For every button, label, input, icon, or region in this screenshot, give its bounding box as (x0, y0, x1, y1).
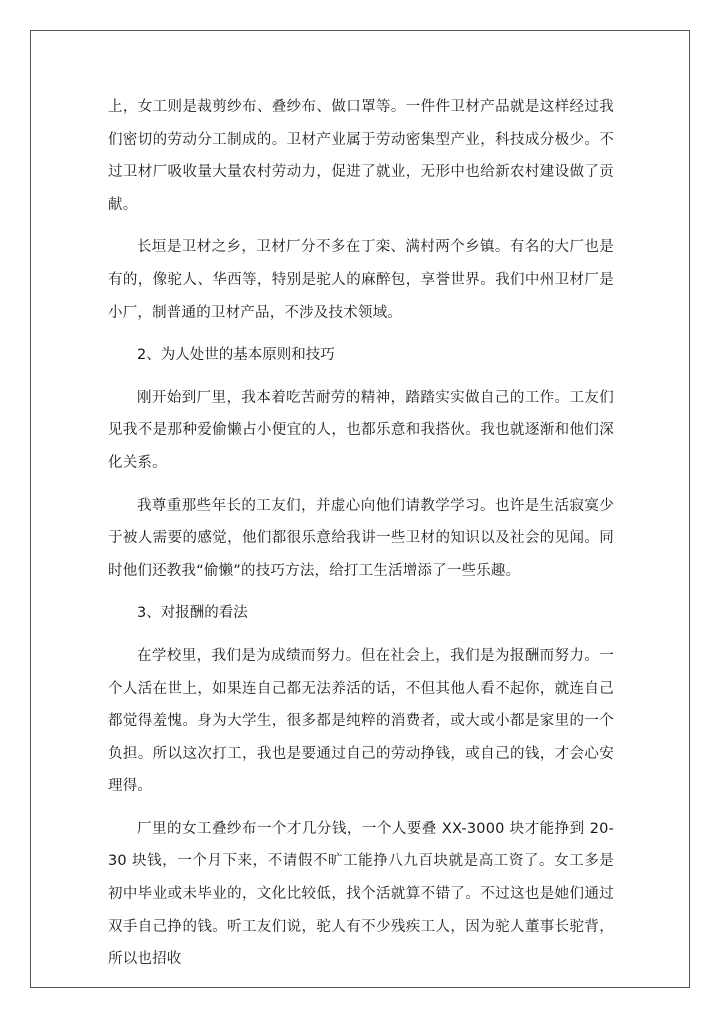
paragraph-6: 厂里的女工叠纱布一个才几分钱，一个人要叠 XX-3000 块才能挣到 20-30 块钱，一个月下来，不请假不旷工能挣八九百块就是高工资了。女工多是初中毕业或未毕业的，文化比较低，找个活就算不错了。不过这也是她们通过双手自己挣的钱。听工友们说，驼人有不少残疾工人，因为驼人董事长驼背，所以也招收 (108, 820, 614, 968)
paragraph-4: 我尊重那些年长的工友们，并虚心向他们请教学学习。也许是生活寂寞少于被人需要的感觉，他们都很乐意给我讲一些卫材的知识以及社会的见闻。同时他们还教我“偷懒”的技巧方法，给打工生活增添了一些乐趣。 (108, 497, 614, 579)
paragraph-5: 在学校里，我们是为成绩而努力。但在社会上，我们是为报酬而努力。一个人活在世上，如果连自己都无法养活的话，不但其他人看不起你，就连自己都觉得羞愧。身为大学生，很多都是纯粹的消费者，或大或小都是家里的一个负担。所以这次打工，我也是要通过自己的劳动挣钱，或自己的钱，才会心安理得。 (108, 647, 614, 795)
paragraph-1: 上，女工则是裁剪纱布、叠纱布、做口罩等。一件件卫材产品就是这样经过我们密切的劳动分工制成的。卫材产业属于劳动密集型产业，科技成分极少。不过卫材厂吸收量大量农村劳动力，促进了就业，无形中也给新农村建设做了贡献。 (108, 99, 614, 213)
section-heading-3: 3、对报酬的看法 (137, 605, 248, 622)
section-heading-2: 2、为人处世的基本原则和技巧 (137, 347, 335, 364)
paragraph-2: 长垣是卫材之乡，卫材厂分不多在丁栾、满村两个乡镇。有名的大厂也是有的，像驼人、华西等，特别是驼人的麻醉包，享誉世界。我们中州卫材厂是小厂，制普通的卫材产品，不涉及技术领域。 (108, 239, 614, 321)
document-body (108, 91, 614, 986)
paragraph-3: 刚开始到厂里，我本着吃苦耐劳的精神，踏踏实实做自己的工作。工友们见我不是那种爱偷懒占小便宜的人，也都乐意和我搭伙。我也就逐渐和他们深化关系。 (108, 389, 614, 471)
